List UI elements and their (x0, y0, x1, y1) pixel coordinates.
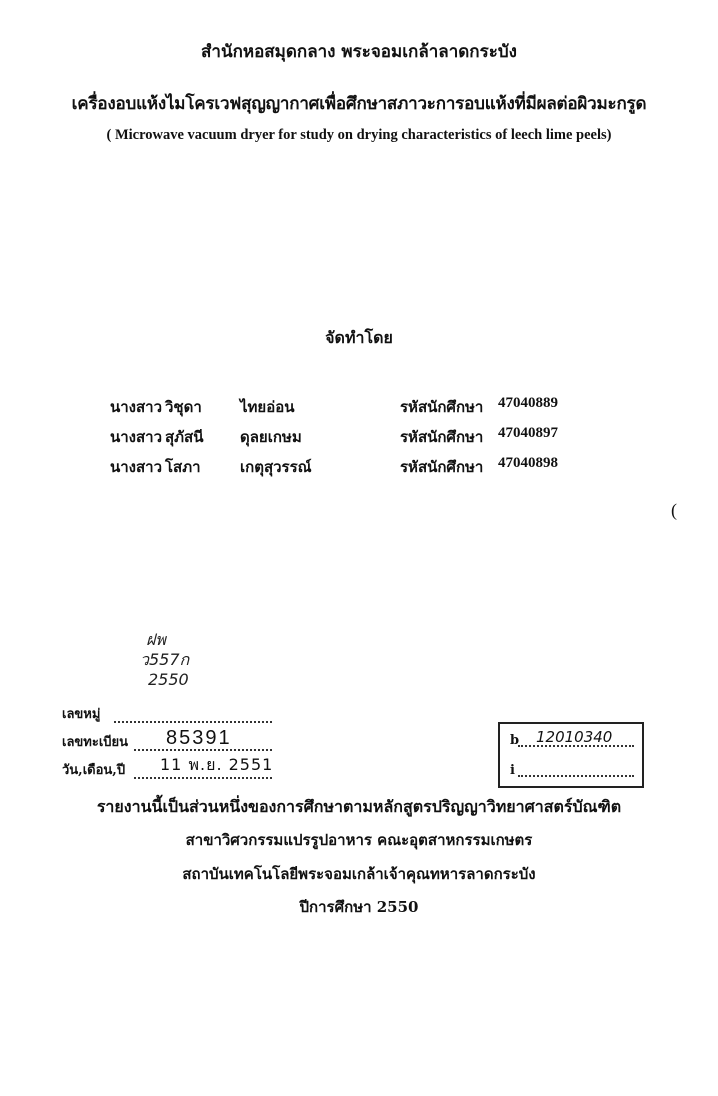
catalog-fields (62, 702, 272, 786)
department-line: สาขาวิศวกรรมแปรรูปอาหาร คณะอุตสาหกรรมเกษตร (185, 831, 533, 849)
call-number-label: เลขหมู่ (62, 707, 101, 722)
registration-value: 85391 (166, 727, 232, 749)
stamp-b-value: 12010340 (536, 728, 613, 746)
author-row (110, 395, 630, 425)
date-label: วัน,เดือน,ปี (62, 763, 126, 778)
author-last-name: เกตุสุวรรณ์ (240, 458, 312, 476)
student-id: 47040897 (498, 425, 558, 441)
institute-line: สถาบันเทคโนโลยีพระจอมเกล้าเจ้าคุณทหารลาดกระบัง (182, 865, 536, 883)
dotted-line (518, 775, 634, 777)
stray-mark: ( (671, 500, 677, 520)
student-id-label: รหัสนักศึกษา (400, 458, 484, 476)
handwritten-line: 2550 (148, 670, 189, 689)
dotted-line (114, 721, 272, 723)
author-first-name: โสภา (165, 458, 201, 476)
student-id: 47040889 (498, 395, 558, 411)
report-statement: รายงานนี้เป็นส่วนหนึ่งของการศึกษาตามหลักสูตรปริญญาวิทยาศาสตร์บัณฑิต (96, 797, 622, 816)
author-first-name: สุภัสนี (165, 428, 204, 446)
handwritten-line: ฝพ (146, 630, 166, 649)
english-title: ( Microwave vacuum dryer for study on drying characteristics of leech lime peels) (106, 127, 612, 143)
stamp-b-row (510, 728, 634, 750)
stamp-b-label: b (510, 733, 520, 748)
author-title: นางสาว (110, 398, 163, 416)
author-list (110, 395, 630, 485)
author-title: นางสาว (110, 428, 163, 446)
author-first-name: วิชุดา (165, 398, 202, 416)
date-value: 11 พ.ย. 2551 (160, 755, 274, 774)
thai-title: เครื่องอบแห้งไมโครเวฟสุญญากาศเพื่อศึกษาสภาวะการอบแห้งที่มีผลต่อผิวมะกรูด (71, 94, 647, 114)
author-row (110, 425, 630, 455)
handwritten-call-number (140, 630, 189, 690)
academic-year: ปีการศึกษา 2550 (299, 898, 419, 916)
handwritten-line: ว557ก (140, 650, 190, 669)
barcode-stamp-box (498, 722, 644, 788)
student-id-label: รหัสนักศึกษา (400, 398, 484, 416)
author-last-name: ดุลยเกษม (240, 428, 302, 446)
library-header: สำนักหอสมุดกลาง พระจอมเกล้าลาดกระบัง (201, 42, 517, 62)
stamp-i-label: i (510, 763, 515, 778)
author-last-name: ไทยอ่อน (240, 398, 295, 416)
stamp-i-row (510, 758, 634, 780)
registration-label: เลขทะเบียน (62, 735, 129, 750)
date-field (62, 755, 274, 786)
prepared-by-heading: จัดทำโดย (325, 328, 393, 347)
author-row (110, 455, 630, 485)
call-number-field (62, 702, 272, 730)
student-id: 47040898 (498, 455, 558, 471)
student-id-label: รหัสนักศึกษา (400, 428, 484, 446)
author-title: นางสาว (110, 458, 163, 476)
